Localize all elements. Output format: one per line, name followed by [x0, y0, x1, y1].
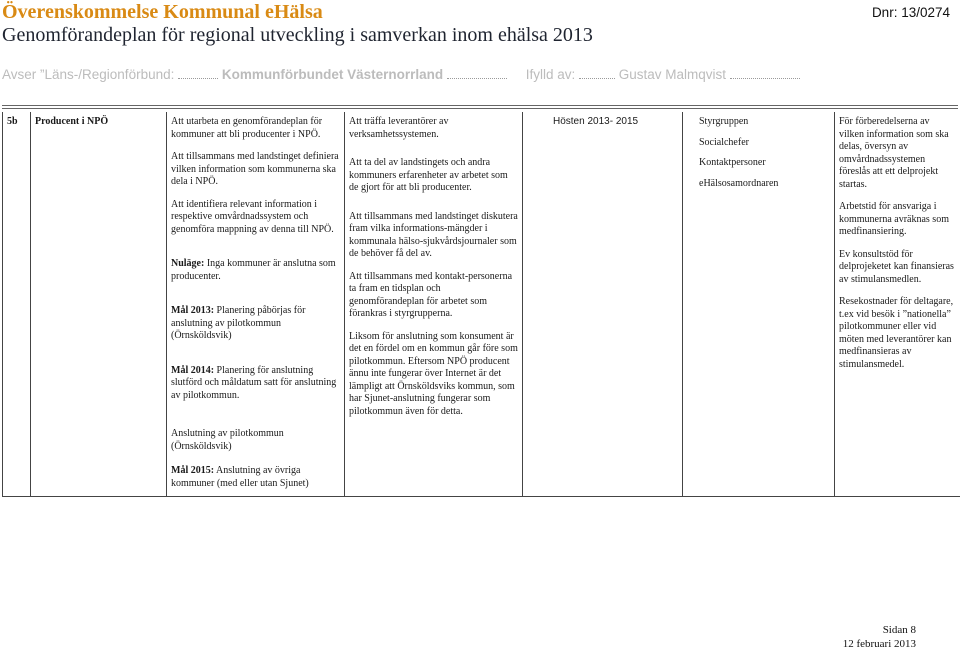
- approach-cell: [345, 112, 523, 428]
- notes-cell: [835, 112, 960, 428]
- table-bottom-border: [3, 497, 960, 503]
- approach-5: Liksom för anslutning som konsument är det en fördel om en kommun går före som pilotkommun. Eftersom NPÖ producent ännu inte fungerar över Internet är det lämpligt att Örnsköldsviks kommun, som har Sjunet-anslutning fungerar som pilotkommun även för detta.: [349, 331, 518, 419]
- row-id-cont: [3, 428, 31, 497]
- activity-1: Att utarbeta en genomförandeplan för kommuner att bli producenter i NPÖ.: [171, 116, 340, 141]
- activity-2: Att tillsammans med landstinget definiera vilken information som kommunerna ska dela i NPÖ.: [171, 151, 340, 189]
- approach-4: Att tillsammans med kontakt-personerna ta fram en tidsplan och genomförandeplan för arbetet som förankras i styrgrupperna.: [349, 271, 518, 321]
- goal-2014-label: Mål 2014:: [171, 365, 214, 376]
- dotted-leader: [730, 65, 800, 79]
- activity-3: Att identifiera relevant information i respektive omvårdnadssystem och genomföra mappning av denna till NPÖ.: [171, 199, 340, 237]
- nulage: [171, 258, 340, 283]
- approach-cell-cont: [345, 428, 523, 497]
- goal-2013: [171, 305, 340, 343]
- ifylld-value: Gustav Malmqvist: [619, 67, 726, 82]
- row-name-cont: [31, 428, 167, 497]
- avser-value: Kommunförbundet Västernorrland: [222, 67, 443, 82]
- activities-cell-cont: [167, 428, 345, 497]
- actors-cell-cont: [683, 428, 835, 497]
- actor-2: Socialchefer: [687, 137, 830, 150]
- avser-label: Avser ”Läns-/Regionförbund:: [2, 67, 174, 82]
- actor-4: eHälsosamordnaren: [687, 178, 830, 191]
- divider-top: [2, 105, 958, 106]
- actors-cell: [683, 112, 835, 428]
- divider-top-double: [2, 108, 958, 109]
- activities-cell: [167, 112, 345, 428]
- row-id: 5b: [3, 112, 31, 428]
- nulage-label: Nuläge:: [171, 258, 204, 269]
- note-1: För förberedelserna av vilken information som ska delas, översyn av omvårdnadssystemen föreslås att ett delprojekt startas.: [839, 116, 956, 191]
- time-cell-cont: [523, 428, 683, 497]
- goal-2013-text: Planering påbörjas för anslutning av pilotkommun (Örnsköldsvik): [171, 305, 305, 341]
- approach-1: Att träffa leverantörer av verksamhetssystemen.: [349, 116, 518, 141]
- dotted-leader: [447, 65, 507, 79]
- goal-2015-label: Mål 2015:: [171, 465, 214, 476]
- actor-3: Kontaktpersoner: [687, 157, 830, 170]
- note-4: Resekostnader för deltagare, t.ex vid besök i ”nationella” pilotkommuner eller vid möten med leverantörer kan medfinansieras av stimulansmedel.: [839, 296, 956, 371]
- goal-2015: [171, 465, 340, 490]
- approach-3: Att tillsammans med landstinget diskutera fram vilka informations-mängder i kommunala hälso-sjukvårdsjournaler som de behöver få del av.: [349, 211, 518, 261]
- meta-line: [2, 64, 800, 86]
- document-subtitle: Genomförandeplan för regional utveckling i samverkan inom ehälsa 2013: [2, 23, 593, 47]
- plan-table: [2, 112, 960, 502]
- note-3: Ev konsultstöd för delprojeketet kan finansieras av stimulansmedlen.: [839, 249, 956, 287]
- dotted-leader: [579, 65, 615, 79]
- actor-1: Styrgruppen: [687, 116, 830, 129]
- dotted-leader: [178, 65, 218, 79]
- goal-2013-label: Mål 2013:: [171, 305, 214, 316]
- notes-cell-cont: [835, 428, 960, 497]
- anslutning: Anslutning av pilotkommun (Örnsköldsvik): [171, 428, 340, 453]
- approach-2: Att ta del av landstingets och andra kommuners erfarenheter av arbetet som de gjort för att bli producenter.: [349, 157, 518, 195]
- nulage-text: Inga kommuner är anslutna som producenter.: [171, 258, 336, 282]
- time-cell: [523, 112, 683, 428]
- time-range: Hösten 2013- 2015: [527, 116, 678, 129]
- document-number: Dnr: 13/0274: [872, 2, 950, 24]
- ifylld-label: Ifylld av:: [526, 67, 576, 82]
- goal-2014-text: Planering för anslutning slutförd och måldatum satt för anslutning av pilotkommun.: [171, 365, 336, 401]
- goal-2014: [171, 365, 340, 403]
- footer-date: 12 februari 2013: [843, 638, 916, 651]
- page-number: Sidan 8: [883, 624, 916, 637]
- row-name: Producent i NPÖ: [31, 112, 167, 428]
- note-2: Arbetstid för ansvariga i kommunerna avräknas som medfinansiering.: [839, 201, 956, 239]
- brand-title: Överenskommelse Kommunal eHälsa: [2, 0, 323, 24]
- goal-2015-text: Anslutning av övriga kommuner (med eller utan Sjunet): [171, 465, 309, 489]
